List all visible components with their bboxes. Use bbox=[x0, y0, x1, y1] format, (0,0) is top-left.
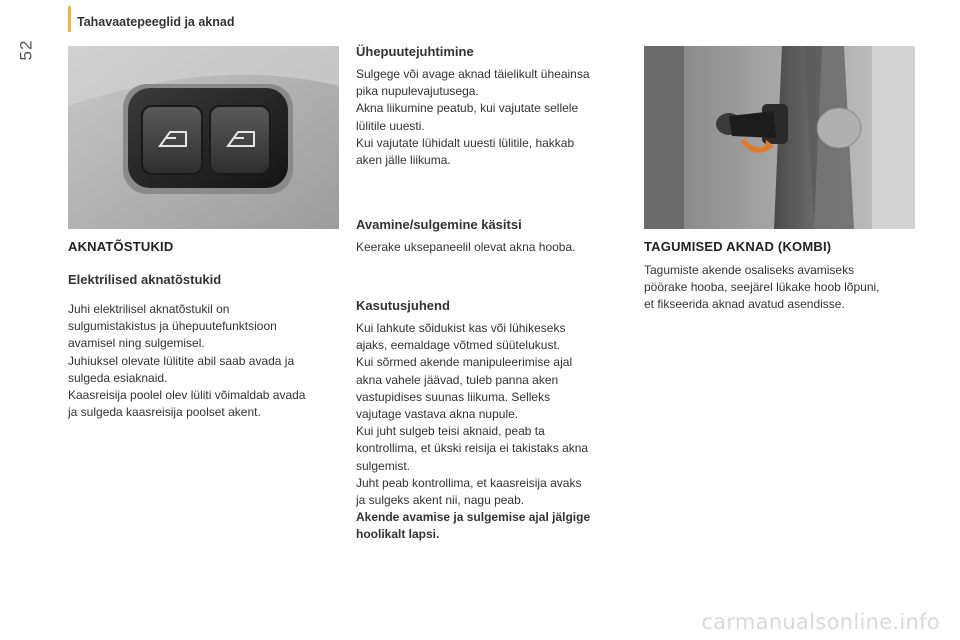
rear-windows-paragraph bbox=[644, 262, 880, 314]
text-line: avamisel ning sulgemisel. bbox=[68, 336, 205, 351]
text-line: Kui juht sulgeb teisi aknaid, peab ta bbox=[356, 424, 545, 439]
subtitle-manual-opening: Avamine/sulgemine käsitsi bbox=[356, 217, 522, 232]
text-line: Kui vajutate lühidalt uuesti lülitile, hakkab bbox=[356, 135, 575, 150]
text-line: kontrollima, et ükski reisija ei takistaks akna bbox=[356, 441, 589, 456]
text-line: ja sulgeda kaasreisija poolset akent. bbox=[68, 405, 261, 420]
text-line: sulgeda esiaknaid. bbox=[68, 370, 168, 385]
instructions-paragraph bbox=[356, 320, 590, 544]
text-line: Kui sõrmed akende manipuleerimise ajal bbox=[356, 355, 573, 370]
text-line: Juhi elektrilisel aknatõstukil on bbox=[68, 302, 230, 316]
text-line: ja sulgeks akent nii, nagu peab. bbox=[356, 493, 525, 508]
window-latch-icon bbox=[644, 46, 915, 229]
electric-window-lifters-paragraph bbox=[68, 301, 305, 421]
text-line: lülitile uuesti. bbox=[356, 118, 425, 133]
section-title-window-lifters: AKNATÕSTUKID bbox=[68, 239, 174, 254]
text-line: Juhiuksel olevate lülitite abil saab avada ja bbox=[68, 353, 295, 368]
manual-opening-paragraph bbox=[356, 239, 576, 256]
page-number: 52 bbox=[16, 39, 36, 61]
text-line: Kaasreisija poolel olev lüliti võimaldab avada bbox=[68, 388, 306, 403]
text-line: sulgumistakistus ja ühepuutefunktsioon bbox=[68, 319, 277, 334]
subtitle-electric-window-lifters: Elektrilised aknatõstukid bbox=[68, 272, 222, 287]
text-line: sulgemist. bbox=[356, 458, 411, 473]
warning-line: hoolikalt lapsi. bbox=[356, 527, 440, 542]
rear-window-latch-photo bbox=[644, 46, 915, 229]
warning-line: Akende avamise ja sulgemise ajal jälgige bbox=[356, 510, 591, 525]
window-switch-icon bbox=[68, 46, 339, 229]
window-switches-photo bbox=[68, 46, 339, 229]
watermark: carmanualsonline.info bbox=[701, 610, 940, 634]
text-line: vajutage vastava akna nupule. bbox=[356, 407, 519, 422]
text-line: et fikseerida aknad avatud asendisse. bbox=[644, 297, 845, 312]
subtitle-instructions: Kasutusjuhend bbox=[356, 298, 450, 313]
text-line: Akna liikumine peatub, kui vajutate sellele bbox=[356, 101, 579, 116]
text-line: akna vahele jäävad, tuleb panna aken bbox=[356, 372, 559, 387]
text-line: Sulgege või avage aknad täielikult üheainsa bbox=[356, 67, 590, 81]
subtitle-one-touch: Ühepuutejuhtimine bbox=[356, 44, 474, 59]
one-touch-paragraph bbox=[356, 66, 590, 169]
section-title-rear-windows: TAGUMISED AKNAD (KOMBI) bbox=[644, 239, 832, 254]
chapter-title: Tahavaatepeeglid ja aknad bbox=[77, 15, 235, 29]
text-line: aken jälle liikuma. bbox=[356, 153, 451, 168]
text-line: Kui lahkute sõidukist kas või lühikeseks bbox=[356, 321, 566, 335]
text-line: pika nupulevajutusega. bbox=[356, 84, 479, 99]
text-line: pöörake hooba, seejärel lükake hoob lõpuni, bbox=[644, 280, 880, 295]
text-line: Tagumiste akende osaliseks avamiseks bbox=[644, 263, 855, 277]
header-accent-bar bbox=[68, 6, 71, 32]
text-line: Keerake uksepaneelil olevat akna hooba. bbox=[356, 240, 576, 254]
text-line: Juht peab kontrollima, et kaasreisija avaks bbox=[356, 475, 582, 490]
text-line: ajaks, eemaldage võtmed süütelukust. bbox=[356, 338, 561, 353]
text-line: vastupidises suunas liikuma. Selleks bbox=[356, 389, 551, 404]
